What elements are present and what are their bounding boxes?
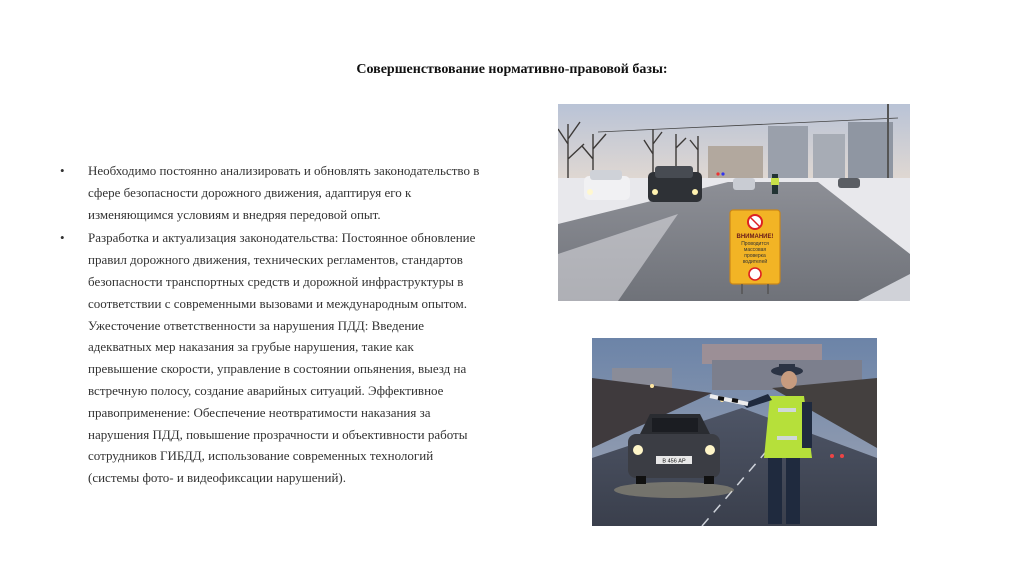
- warning-sign: [730, 210, 780, 294]
- sign-line: Проводится: [741, 241, 769, 247]
- bullet-list: [60, 160, 485, 491]
- license-plate-text: В 456 АР: [662, 458, 686, 465]
- bullet-item: [60, 227, 485, 489]
- bullet-marker: •: [60, 230, 65, 246]
- sign-line: проверка: [744, 253, 766, 259]
- road-check-illustration: [558, 104, 910, 301]
- bullet-marker: •: [60, 163, 65, 178]
- sign-line: водителей: [742, 259, 768, 265]
- traffic-police-illustration: [592, 338, 877, 526]
- sign-line: массовая: [743, 247, 767, 253]
- bullet-text: Необходимо постоянно анализировать и обновлять законодательство в сфере безопасности дорожного движения, адаптируя его к изменяющимся условиям и внедряя передовой опыт.: [88, 163, 480, 222]
- traffic-police-photo: [592, 338, 877, 526]
- bullet-item: [60, 160, 485, 225]
- road-check-photo: [558, 104, 910, 301]
- slide-title: Совершенствование нормативно-правовой базы:: [356, 62, 668, 77]
- sign-line: ВНИМАНИЕ!: [736, 234, 774, 240]
- bullet-text: Разработка и актуализация законодательства: Постоянное обновление правил дорожного движения, технических регламентов, стандартов безопасности транспортных средств и дорожной инфраструктуры в соответствии с современными вызовами и международным опытом. Ужесточение ответственности за нарушения ПДД: Введение адекватных мер наказания за грубые нарушения, такие как превышение скорости, управление в состоянии опьянения, выезд на встречную полосу, создание аварийных ситуаций. Эффективное правоприменение: Обеспечение неотвратимости наказания за нарушения ПДД, повышение прозрачности и объективности работы сотрудников ГИБДД, использование современных технологий (системы фото- и видеофиксации нарушений).: [88, 230, 476, 486]
